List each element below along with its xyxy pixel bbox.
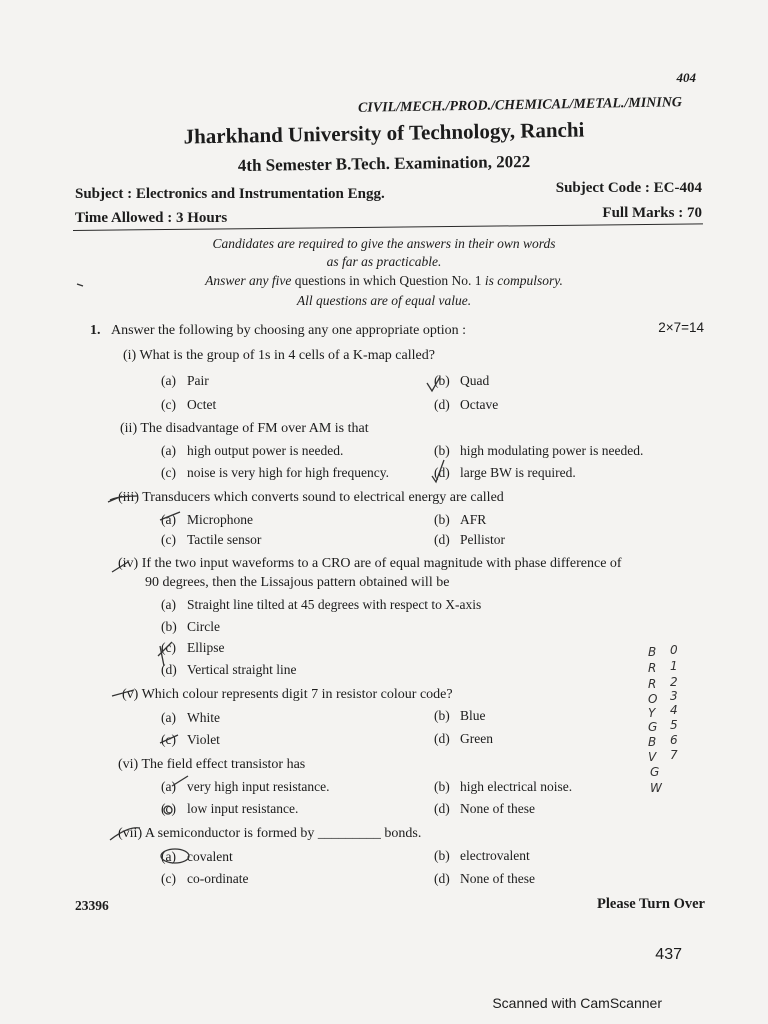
instruction-line-4: All questions are of equal value. — [296, 293, 472, 308]
part-label: (i) — [123, 348, 137, 363]
option-label: (a) — [161, 849, 176, 864]
option-label: (d) — [161, 662, 177, 677]
part-label: (iii) — [118, 490, 139, 505]
part-text: Transducers which converts sound to electrical energy are called — [142, 490, 504, 505]
part-label: (vii) — [118, 826, 143, 841]
instruction-3a: Answer any five — [205, 273, 292, 288]
option-label: (c) — [161, 465, 176, 480]
option-label: (a) — [161, 710, 176, 725]
part-text: The disadvantage of FM over AM is that — [140, 421, 369, 436]
part-iv-question-cont: 90 degrees, then the Lissajous pattern obtained will be — [145, 575, 450, 590]
option-label: (c) — [161, 397, 176, 412]
note-letter: B — [648, 735, 657, 749]
paper-code-top: 404 — [676, 70, 696, 85]
note-digit: 6 — [670, 733, 678, 747]
tick-mark — [160, 512, 180, 520]
strike-mark — [110, 826, 143, 841]
tick-mark — [432, 460, 444, 482]
option-label: (a) — [161, 512, 176, 527]
option-label: (b) — [434, 512, 450, 527]
exam-title: 4th Semester B.Tech. Examination, 2022 — [237, 151, 531, 176]
note-letter: W — [650, 781, 662, 795]
option-label: (a) — [161, 373, 176, 388]
option-label: (c) — [161, 732, 176, 747]
part-label: (v) — [122, 687, 139, 702]
note-letter: G — [650, 765, 660, 779]
option-label: (d) — [434, 871, 450, 886]
paper-code-footer: 23396 — [75, 898, 109, 913]
option-label: (d) — [434, 731, 450, 746]
option-text: Microphone — [187, 512, 253, 527]
option-label: (b) — [434, 708, 450, 723]
time-allowed: Time Allowed : 3 Hours — [75, 210, 228, 226]
scanner-watermark: Scanned with CamScanner — [492, 995, 662, 1011]
tick-mark — [172, 776, 188, 786]
option-text: electrovalent — [460, 848, 530, 863]
instruction-line-2: as far as practicable. — [326, 254, 442, 269]
option-label: (c) — [161, 640, 176, 655]
question-text: Answer the following by choosing any one appropriate option : — [111, 323, 466, 338]
option-text: Circle — [187, 619, 220, 634]
option-text: noise is very high for high frequency. — [187, 465, 389, 480]
option-text: low input resistance. — [187, 801, 299, 816]
note-digit: 3 — [670, 689, 678, 703]
note-letter: R — [648, 661, 657, 675]
subject-name: Subject : Electronics and Instrumentation Engg. — [75, 186, 385, 202]
note-letter: G — [648, 720, 658, 734]
handwritten-side-notes — [640, 640, 700, 800]
option-text: Tactile sensor — [187, 532, 262, 547]
option-label: (d) — [434, 397, 450, 412]
option-text: high electrical noise. — [460, 779, 573, 794]
option-label: (c) — [161, 532, 176, 547]
tick-mark — [427, 377, 440, 391]
instruction-3c: Question No. 1 — [399, 273, 482, 288]
option-text: Octave — [460, 397, 499, 412]
full-marks: Full Marks : 70 — [602, 205, 702, 221]
option-label: (b) — [434, 848, 450, 863]
part-label: (ii) — [120, 421, 138, 436]
note-letter: V — [648, 750, 657, 764]
instruction-line-1: Candidates are required to give the answers in their own words — [212, 236, 556, 251]
option-label: (c) — [161, 801, 176, 816]
note-letter: B — [648, 645, 657, 659]
option-text: high modulating power is needed. — [460, 443, 644, 458]
option-text: Pair — [187, 373, 209, 388]
option-text: None of these — [460, 801, 535, 816]
question-marks: 2×7=14 — [658, 320, 704, 335]
option-label: (b) — [434, 443, 450, 458]
option-label: (b) — [161, 619, 177, 634]
note-digit: 2 — [670, 675, 678, 689]
option-text: AFR — [460, 512, 487, 527]
circle-mark — [164, 806, 172, 814]
instruction-3d: is compulsory. — [484, 273, 563, 288]
note-letter: R — [648, 677, 657, 691]
turn-over-text: Please Turn Over — [597, 896, 705, 912]
option-label: (d) — [434, 532, 450, 547]
part-text: The field effect transistor has — [141, 757, 306, 772]
option-label: (a) — [161, 597, 176, 612]
option-text: covalent — [187, 849, 233, 864]
option-label: (d) — [434, 801, 450, 816]
option-label: (a) — [161, 443, 176, 458]
circle-mark — [161, 849, 189, 863]
note-digit: 4 — [670, 703, 678, 717]
option-text: White — [187, 710, 220, 725]
option-text: Octet — [187, 397, 217, 412]
option-label: (c) — [161, 871, 176, 886]
part-text: If the two input waveforms to a CRO are of equal magnitude with phase difference of — [141, 556, 622, 571]
note-letter: Y — [648, 706, 656, 720]
tick-mark — [160, 735, 178, 743]
note-letter: O — [648, 692, 658, 706]
option-text: high output power is needed. — [187, 443, 344, 458]
option-text: Straight line tilted at 45 degrees with respect to X-axis — [187, 597, 482, 612]
option-label: (a) — [161, 779, 176, 794]
option-label: (b) — [434, 373, 450, 388]
note-digit: 5 — [670, 718, 678, 732]
option-text: Ellipse — [187, 640, 225, 655]
strike-mark — [112, 562, 128, 572]
option-text: co-ordinate — [187, 871, 249, 886]
strike-mark — [108, 496, 138, 502]
part-text: What is the group of 1s in 4 cells of a K-map called? — [139, 348, 435, 363]
option-label: (d) — [434, 465, 450, 480]
page-number: 437 — [655, 946, 682, 963]
stray-mark — [77, 284, 83, 286]
instruction-3b: questions in which — [294, 273, 396, 288]
option-text: None of these — [460, 871, 535, 886]
option-text: Pellistor — [460, 532, 506, 547]
tick-mark — [158, 642, 172, 666]
option-label: (b) — [434, 779, 450, 794]
option-text: Vertical straight line — [187, 662, 297, 677]
note-digit: 7 — [670, 748, 678, 762]
part-label: (iv) — [118, 556, 139, 571]
part-text: Which colour represents digit 7 in resistor colour code? — [141, 687, 453, 702]
subject-code: Subject Code : EC-404 — [555, 180, 702, 196]
option-text: Violet — [187, 732, 220, 747]
option-text: Quad — [460, 373, 490, 388]
note-digit: 1 — [670, 659, 678, 673]
question-number: 1. — [90, 323, 101, 338]
part-text: A semiconductor is formed by _________ bonds. — [144, 826, 422, 841]
option-text: very high input resistance. — [187, 779, 330, 794]
branches-line: CIVIL/MECH./PROD./CHEMICAL/METAL./MINING — [357, 95, 683, 116]
part-label: (vi) — [118, 757, 139, 772]
university-title: Jharkhand University of Technology, Ranchi — [183, 117, 585, 149]
strike-mark — [112, 690, 134, 696]
option-text: Green — [460, 731, 493, 746]
option-text: large BW is required. — [460, 465, 576, 480]
option-text: Blue — [460, 708, 486, 723]
note-digit: 0 — [670, 643, 678, 657]
